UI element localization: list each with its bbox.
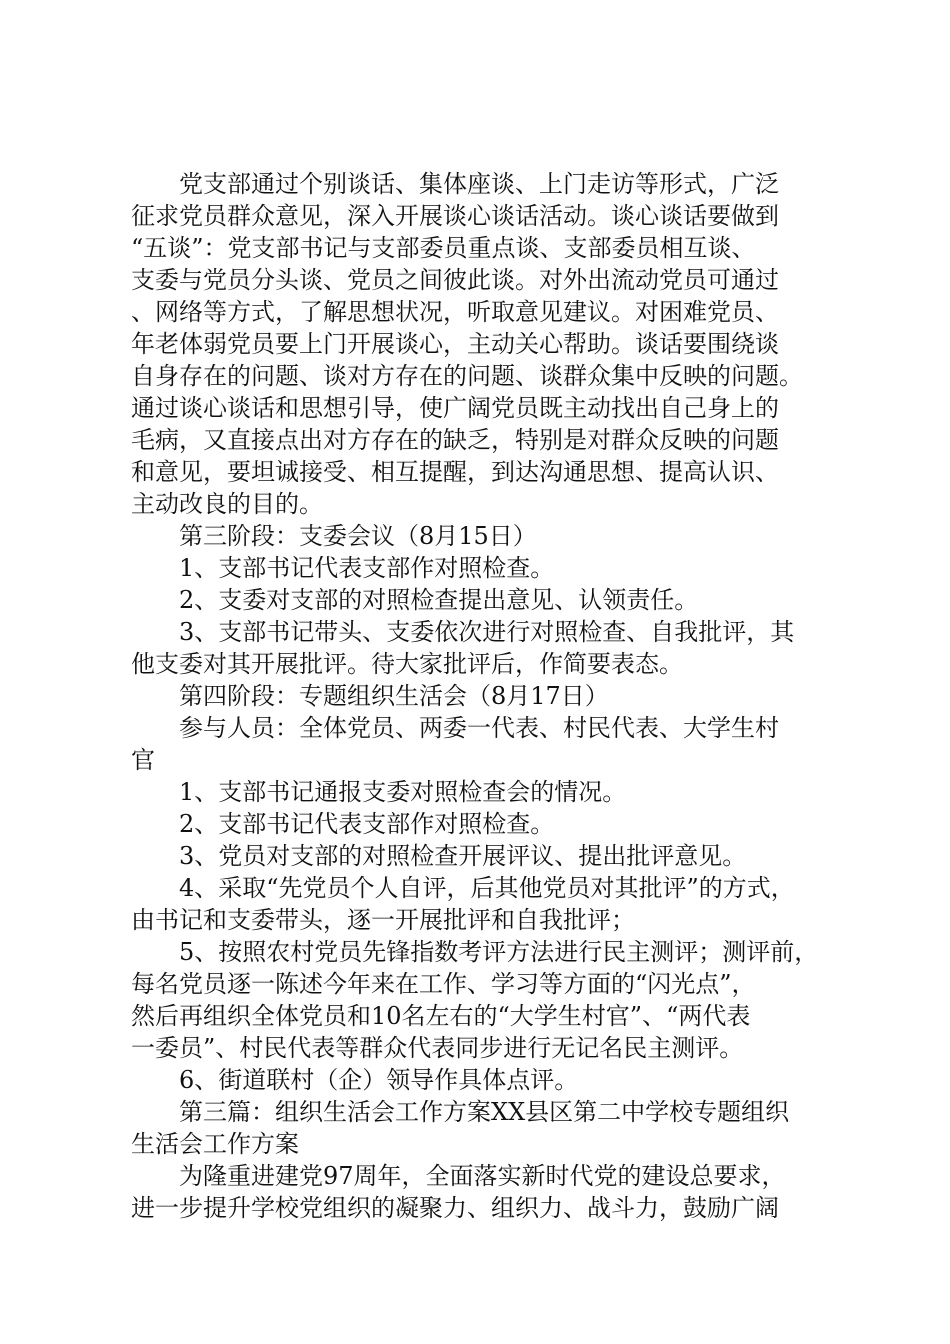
text-line: 5、按照农村党员先锋指数考评方法进行民主测评；测评前， — [179, 938, 819, 966]
text-line: 主动改良的目的。 — [131, 490, 323, 518]
text-line: 2、支部书记代表支部作对照检查。 — [179, 810, 555, 838]
text-line: 1、支部书记代表支部作对照检查。 — [179, 554, 555, 582]
text-line: 由书记和支委带头，逐一开展批评和自我批评； — [131, 906, 635, 934]
text-line: 、网络等方式，了解思想状况，听取意见建议。对困难党员、 — [131, 298, 779, 326]
text-line: 第三篇：组织生活会工作方案XX县区第二中学校专题组织 — [179, 1098, 790, 1126]
text-line: 和意见，要坦诚接受、相互提醒，到达沟通思想、提高认识、 — [131, 458, 779, 486]
text-line: 第三阶段：支委会议（8月15日） — [179, 522, 537, 550]
text-line: 每名党员逐一陈述今年来在工作、学习等方面的“闪光点”， — [131, 970, 756, 998]
text-line: 生活会工作方案 — [131, 1130, 299, 1158]
text-line: 毛病，又直接点出对方存在的缺乏，特别是对群众反映的问题 — [131, 426, 779, 454]
text-line: 1、支部书记通报支委对照检查会的情况。 — [179, 778, 627, 806]
text-line: 通过谈心谈话和思想引导，使广阔党员既主动找出自己身上的 — [131, 394, 779, 422]
text-line: 3、党员对支部的对照检查开展评议、提出批评意见。 — [179, 842, 747, 870]
text-line: 一委员”、村民代表等群众代表同步进行无记名民主测评。 — [131, 1034, 744, 1062]
text-line: 官 — [131, 746, 155, 774]
text-line: 2、支委对支部的对照检查提出意见、认领责任。 — [179, 586, 699, 614]
text-line: 4、采取“先党员个人自评，后其他党员对其批评”的方式， — [179, 874, 795, 902]
text-line: 征求党员群众意见，深入开展谈心谈话活动。谈心谈话要做到 — [131, 202, 779, 230]
text-line: 进一步提升学校党组织的凝聚力、组织力、战斗力，鼓励广阔 — [131, 1194, 779, 1222]
document-body — [131, 168, 831, 1224]
text-line: 自身存在的问题、谈对方存在的问题、谈群众集中反映的问题。 — [131, 362, 803, 390]
text-line: 6、街道联村（企）领导作具体点评。 — [179, 1066, 579, 1094]
text-line: 支委与党员分头谈、党员之间彼此谈。对外出流动党员可通过 — [131, 266, 779, 294]
text-line: 年老体弱党员要上门开展谈心，主动关心帮助。谈话要围绕谈 — [131, 330, 779, 358]
text-line: 党支部通过个别谈话、集体座谈、上门走访等形式，广泛 — [179, 170, 779, 198]
text-line: “五谈”：党支部书记与支部委员重点谈、支部委员相互谈、 — [131, 234, 756, 262]
text-line: 参与人员：全体党员、两委一代表、村民代表、大学生村 — [179, 714, 779, 742]
text-line: 为隆重进建党97周年，全面落实新时代党的建设总要求， — [179, 1162, 786, 1190]
text-line: 第四阶段：专题组织生活会（8月17日） — [179, 682, 609, 710]
text-line: 他支委对其开展批评。待大家批评后，作简要表态。 — [131, 650, 683, 678]
text-line: 然后再组织全体党员和10名左右的“大学生村官”、“两代表 — [131, 1002, 751, 1030]
text-line: 3、支部书记带头、支委依次进行对照检查、自我批评，其 — [179, 618, 795, 646]
